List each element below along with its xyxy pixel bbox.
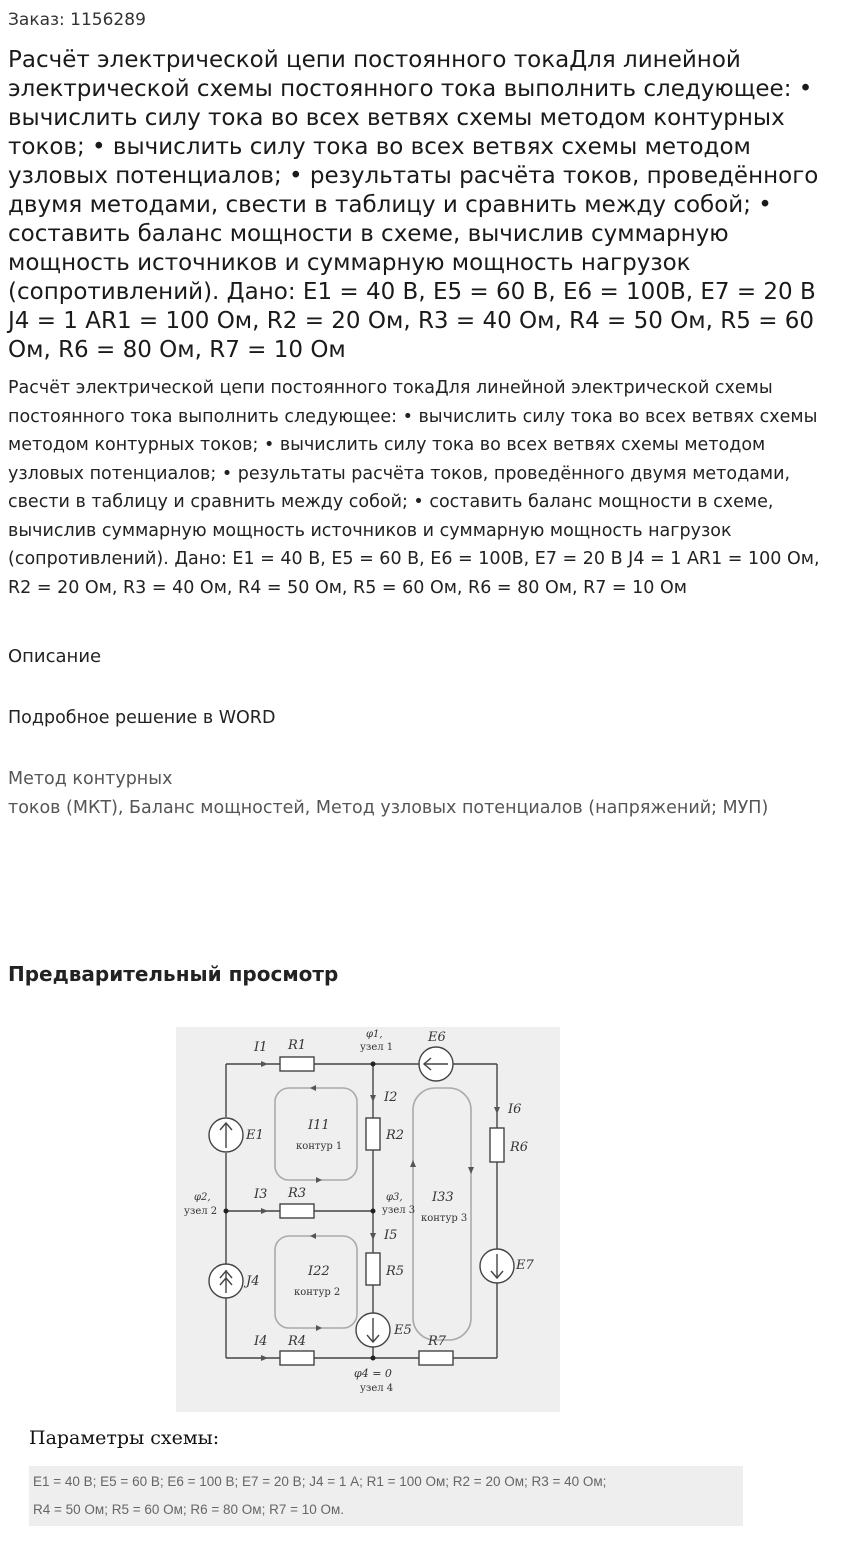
label-r2: R2 xyxy=(386,1128,405,1143)
circuit-diagram xyxy=(176,1027,560,1412)
label-i4: I4 xyxy=(254,1334,268,1349)
order-number: Заказ: 1156289 xyxy=(8,10,146,30)
label-phi1: φ1, xyxy=(366,1029,383,1040)
label-i1: I1 xyxy=(254,1040,268,1055)
resistor-r3 xyxy=(280,1204,314,1218)
preview-title: Предварительный просмотр xyxy=(8,962,339,986)
label-e5: E5 xyxy=(394,1323,412,1338)
loop-contour-2 xyxy=(275,1236,357,1328)
label-i3: I3 xyxy=(254,1187,268,1202)
label-i22: I22 xyxy=(308,1264,330,1279)
label-i2: I2 xyxy=(384,1090,398,1105)
label-e7: E7 xyxy=(516,1258,534,1273)
label-r6: R6 xyxy=(510,1140,529,1155)
tags-line-2: токов (МКТ), Баланс мощностей, Метод узловых потенциалов (напряжений; МУП) xyxy=(8,797,769,818)
label-node2: узел 2 xyxy=(184,1206,218,1217)
label-r1: R1 xyxy=(288,1038,307,1053)
page-title: Расчёт электрической цепи постоянного токаДля линейной электрической схемы постоянного тока выполнить следующее: • вычислить силу тока во всех ветвях схемы методом контурных токов; • вычислить силу тока во всех ветвях схемы методом узловых потенциалов; • результаты расчёта токов, проведённого двумя методами, свести в таблицу и сравнить между собой; • составить баланс мощности в схеме, вычислив суммарную мощность источников и суммарную мощность нагрузок (сопротивлений). Дано: E1 = 40 В, E5 = 60 В, E6 = 100В, E7 = 20 В J4 = 1 АR1 = 100 Ом, R2 = 20 Ом, R3 = 40 Ом, R4 = 50 Ом, R5 = 60 Ом, R6 = 80 Ом, R7 = 10 Ом xyxy=(8,47,819,363)
label-e1: E1 xyxy=(246,1128,264,1143)
label-e6: E6 xyxy=(428,1030,446,1045)
method-tags xyxy=(8,765,768,822)
label-node1: узел 1 xyxy=(360,1042,394,1053)
resistor-r2 xyxy=(366,1118,380,1150)
label-phi4: φ4 = 0 xyxy=(354,1367,392,1380)
resistor-r1 xyxy=(280,1057,314,1071)
resistor-r7 xyxy=(419,1351,453,1365)
label-j4: J4 xyxy=(246,1274,260,1289)
label-phi3: φ3, xyxy=(386,1192,403,1203)
task-description: Расчёт электрической цепи постоянного токаДля линейной электрической схемы постоянного тока выполнить следующее: • вычислить силу тока во всех ветвях схемы методом контурных токов; • вычислить силу тока во всех ветвях схемы методом узловых потенциалов; • результаты расчёта токов, проведённого двумя методами, свести в таблицу и сравнить между собой; • составить баланс мощности в схеме, вычислив суммарную мощность источников и суммарную мощность нагрузок (сопротивлений). Дано: E1 = 40 В, E5 = 60 В, E6 = 100В, E7 = 20 В J4 = 1 АR1 = 100 Ом, R2 = 20 Ом, R3 = 40 Ом, R4 = 50 Ом, R5 = 60 Ом, R6 = 80 Ом, R7 = 10 Ом xyxy=(8,378,820,598)
params-title: Параметры схемы: xyxy=(29,1427,220,1449)
label-loop1: контур 1 xyxy=(296,1141,343,1152)
resistor-r6 xyxy=(490,1128,504,1162)
params-line-2: R4 = 50 Ом; R5 = 60 Ом; R6 = 80 Ом; R7 = 10 Ом. xyxy=(33,1502,345,1517)
loop-contour-1 xyxy=(275,1088,357,1180)
label-r4: R4 xyxy=(288,1334,307,1349)
description-label: Описание xyxy=(8,646,102,667)
params-box xyxy=(29,1466,743,1526)
label-loop2: контур 2 xyxy=(294,1287,341,1298)
label-node3: узел 3 xyxy=(382,1205,416,1216)
label-i33: I33 xyxy=(432,1190,454,1205)
label-r3: R3 xyxy=(288,1186,307,1201)
circuit-preview-image xyxy=(176,1027,560,1412)
label-loop3: контур 3 xyxy=(421,1213,468,1224)
tags-line-1: Метод контурных xyxy=(8,769,173,789)
label-i11: I11 xyxy=(308,1118,330,1133)
label-phi2: φ2, xyxy=(194,1192,211,1203)
label-r5: R5 xyxy=(386,1264,405,1279)
label-node4: узел 4 xyxy=(360,1383,394,1394)
resistor-r4 xyxy=(280,1351,314,1365)
params-line-1: E1 = 40 В; E5 = 60 В; E6 = 100 В; E7 = 20 В; J4 = 1 А; R1 = 100 Ом; R2 = 20 Ом; R3 = 40 Ом; xyxy=(33,1474,607,1489)
label-i6: I6 xyxy=(508,1102,522,1117)
description-text: Подробное решение в WORD xyxy=(8,708,276,728)
label-i5: I5 xyxy=(384,1228,398,1243)
resistor-r5 xyxy=(366,1253,380,1285)
label-r7: R7 xyxy=(428,1334,447,1349)
